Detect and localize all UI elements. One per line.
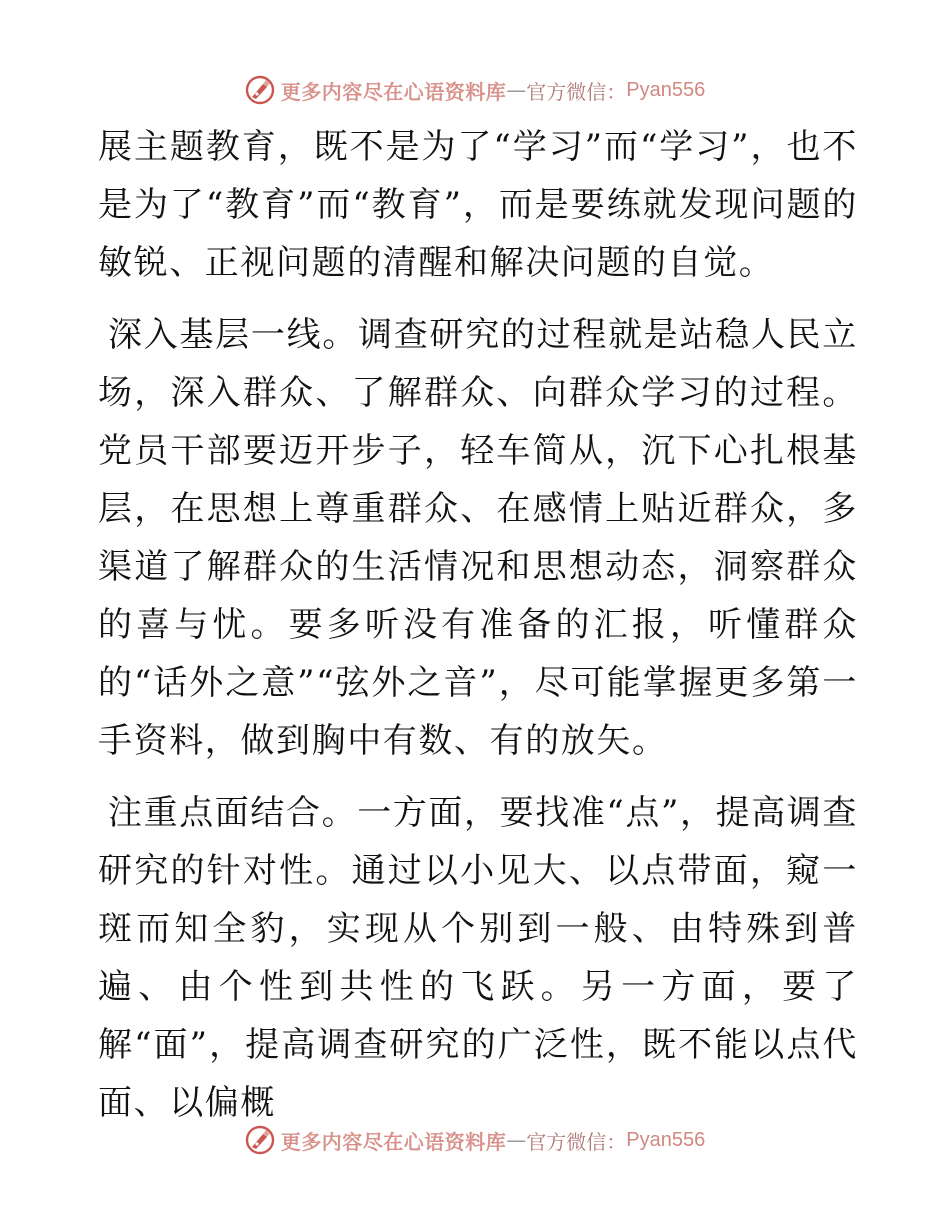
banner-wechat-id: Pyan556 <box>626 1128 706 1151</box>
banner-separator: — <box>506 78 527 102</box>
banner-separator: — <box>506 1128 527 1152</box>
paragraph-3: 注重点面结合。一方面，要找准“点”，提高调查研究的针对性。通过以小见大、以点带面，窥一斑而知全豹，实现从个别到一般、由特殊到普遍、由个性到共性的飞跃。另一方面，要了解“面”，提高调查研究的广泛性，既不能以点代面、以偏概 <box>98 793 858 1123</box>
pen-nib-logo-icon <box>245 1125 275 1155</box>
pen-nib-logo-icon <box>245 75 275 105</box>
paragraph-1: 展主题教育，既不是为了“学习”而“学习”，也不是为了“教育”而“教育”，而是要练就发现问题的敏锐、正视问题的清醒和解决问题的自觉。 <box>98 127 858 283</box>
banner-promo-text: 更多内容尽在心语资料库 <box>280 1129 507 1154</box>
banner-promo-text: 更多内容尽在心语资料库 <box>280 79 507 104</box>
header-banner <box>0 70 950 110</box>
footer-banner <box>0 1120 950 1160</box>
paragraph-2: 深入基层一线。调查研究的过程就是站稳人民立场，深入群众、了解群众、向群众学习的过程。党员干部要迈开步子，轻车简从，沉下心扎根基层，在思想上尊重群众、在感情上贴近群众，多渠道了解群众的生活情况和思想动态，洞察群众的喜与忧。要多听没有准备的汇报，听懂群众的“话外之意”“弦外之音”，尽可能掌握更多第一手资料，做到胸中有数、有的放矢。 <box>98 315 858 761</box>
banner-official-label: 官方微信： <box>526 1129 627 1154</box>
banner-official-label: 官方微信： <box>526 79 627 104</box>
document-body <box>98 118 858 1132</box>
banner-wechat-id: Pyan556 <box>626 78 706 101</box>
